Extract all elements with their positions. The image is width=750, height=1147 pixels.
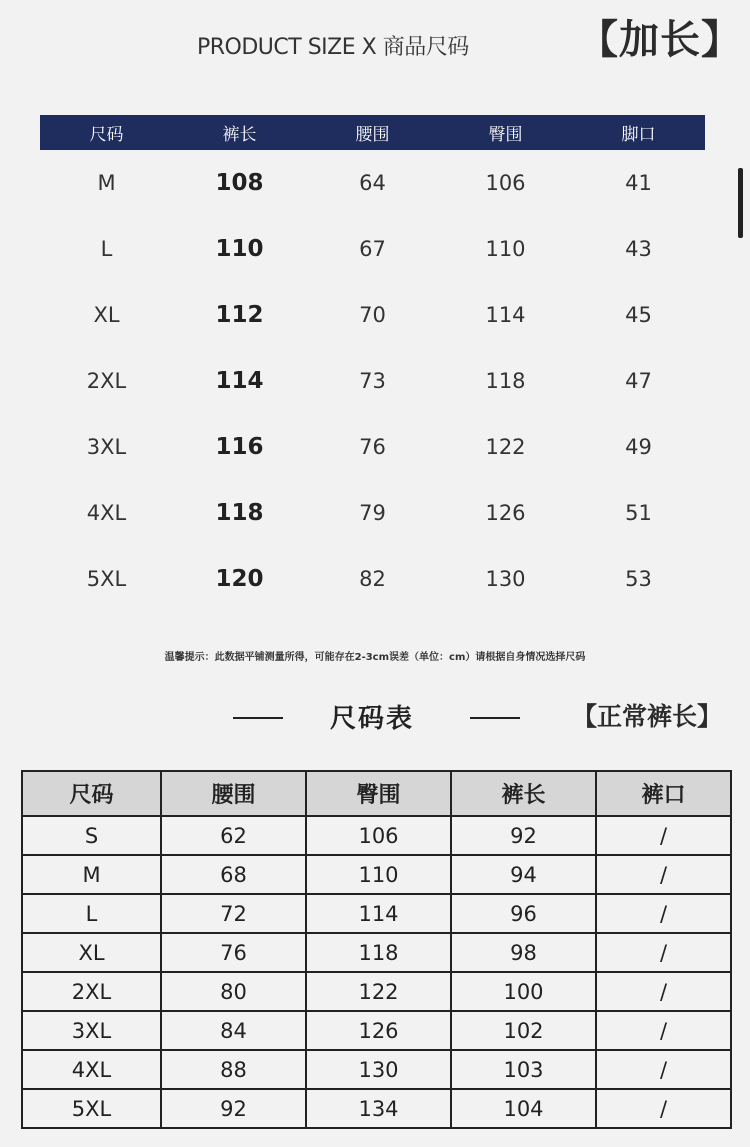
- cell-size: M: [22, 855, 161, 894]
- cell-pant-length: 120: [215, 566, 264, 592]
- cell-waist: 72: [161, 894, 306, 933]
- cell-size: XL: [22, 933, 161, 972]
- column-header-waist: 腰围: [355, 125, 390, 145]
- cell-waist: 76: [161, 933, 306, 972]
- product-size-title: PRODUCT SIZE X 商品尺码: [197, 35, 469, 60]
- cell-hem: /: [596, 972, 731, 1011]
- extended-length-tag: 【加长】: [578, 17, 742, 63]
- cell-hip: 130: [485, 567, 526, 591]
- cell-hip: 126: [306, 1011, 451, 1050]
- cell-pant-length: 118: [215, 500, 264, 526]
- cell-waist: 82: [359, 567, 386, 591]
- column-header-hem: 脚口: [621, 125, 656, 145]
- measurement-note: 温馨提示：此数据平铺测量所得，可能存在2-3cm误差（单位：cm）请根据自身情况选择尺码: [164, 652, 586, 663]
- cell-waist: 76: [359, 435, 386, 459]
- table-row: [40, 480, 705, 546]
- size-chart-title: 尺码表: [330, 704, 415, 734]
- cell-hem: 53: [625, 567, 652, 591]
- table-row: [40, 216, 705, 282]
- cell-size: 5XL: [86, 567, 127, 591]
- cell-hem: 51: [625, 501, 652, 525]
- cell-pant-length: 116: [215, 434, 264, 460]
- cell-hip: 130: [306, 1050, 451, 1089]
- column-header-waist: 腰围: [161, 771, 306, 816]
- cell-size: 4XL: [86, 501, 127, 525]
- product-size-header: [0, 0, 750, 90]
- cell-waist: 73: [359, 369, 386, 393]
- cell-size: XL: [93, 303, 120, 327]
- cell-hem: /: [596, 1050, 731, 1089]
- cell-hip: 122: [306, 972, 451, 1011]
- cell-hem: /: [596, 855, 731, 894]
- table-row: [22, 816, 731, 855]
- left-dash-divider: [233, 717, 283, 719]
- cell-size: 2XL: [22, 972, 161, 1011]
- table-row: [40, 414, 705, 480]
- cell-waist: 80: [161, 972, 306, 1011]
- right-dash-divider: [470, 717, 520, 719]
- size-chart-header: [0, 690, 750, 740]
- cell-size: 4XL: [22, 1050, 161, 1089]
- cell-waist: 68: [161, 855, 306, 894]
- cell-size: M: [97, 171, 116, 195]
- normal-length-tag: 【正常裤长】: [572, 702, 723, 731]
- cell-hip: 110: [306, 855, 451, 894]
- column-header-size: 尺码: [89, 125, 124, 145]
- cell-hem: /: [596, 894, 731, 933]
- cell-size: 3XL: [22, 1011, 161, 1050]
- cell-size: L: [100, 237, 113, 261]
- table-row: [22, 933, 731, 972]
- table-row: [22, 972, 731, 1011]
- cell-hip: 114: [485, 303, 526, 327]
- column-header-hem: 裤口: [596, 771, 731, 816]
- cell-pant-length: 104: [451, 1089, 596, 1128]
- cell-pant-length: 102: [451, 1011, 596, 1050]
- column-header-pant-length: 裤长: [222, 125, 257, 145]
- table-row: [22, 855, 731, 894]
- cell-pant-length: 98: [451, 933, 596, 972]
- cell-hip: 122: [485, 435, 526, 459]
- cell-hip: 118: [306, 933, 451, 972]
- size-table-1-header: [40, 115, 705, 150]
- cell-pant-length: 92: [451, 816, 596, 855]
- cell-pant-length: 110: [215, 236, 264, 262]
- table-row: [22, 1011, 731, 1050]
- cell-hip: 118: [485, 369, 526, 393]
- table-row: [22, 1089, 731, 1128]
- cell-hip: 134: [306, 1089, 451, 1128]
- cell-pant-length: 114: [215, 368, 264, 394]
- cell-hip: 106: [485, 171, 526, 195]
- table-row: [22, 894, 731, 933]
- cell-hip: 126: [485, 501, 526, 525]
- table-row: [40, 282, 705, 348]
- cell-size: 3XL: [86, 435, 127, 459]
- table-row: [22, 1050, 731, 1089]
- cell-size: S: [22, 816, 161, 855]
- cell-pant-length: 112: [215, 302, 264, 328]
- column-header-size: 尺码: [22, 771, 161, 816]
- cell-pant-length: 94: [451, 855, 596, 894]
- cell-waist: 79: [359, 501, 386, 525]
- cell-hem: 45: [625, 303, 652, 327]
- size-table-2: [21, 770, 732, 1129]
- cell-pant-length: 96: [451, 894, 596, 933]
- cell-hem: 43: [625, 237, 652, 261]
- cell-hip: 110: [485, 237, 526, 261]
- size-table-1-body: [40, 150, 705, 612]
- cell-pant-length: 100: [451, 972, 596, 1011]
- cell-size: 2XL: [86, 369, 127, 393]
- cell-pant-length: 103: [451, 1050, 596, 1089]
- cell-hem: /: [596, 933, 731, 972]
- table-row: [40, 546, 705, 612]
- cell-size: 5XL: [22, 1089, 161, 1128]
- cell-waist: 67: [359, 237, 386, 261]
- cell-waist: 92: [161, 1089, 306, 1128]
- table-header-row: [22, 771, 731, 816]
- column-header-pant-length: 裤长: [451, 771, 596, 816]
- cell-hem: 47: [625, 369, 652, 393]
- cell-pant-length: 108: [215, 170, 264, 196]
- cell-waist: 70: [359, 303, 386, 327]
- scroll-indicator: [738, 168, 743, 238]
- cell-hem: 41: [625, 171, 652, 195]
- cell-size: L: [22, 894, 161, 933]
- table-row: [40, 348, 705, 414]
- cell-hip: 106: [306, 816, 451, 855]
- table-row: [40, 150, 705, 216]
- cell-waist: 64: [359, 171, 386, 195]
- column-header-hip: 臀围: [306, 771, 451, 816]
- cell-hem: /: [596, 1089, 731, 1128]
- column-header-hip: 臀围: [488, 125, 523, 145]
- cell-hem: 49: [625, 435, 652, 459]
- cell-hip: 114: [306, 894, 451, 933]
- cell-hem: /: [596, 1011, 731, 1050]
- cell-waist: 84: [161, 1011, 306, 1050]
- cell-waist: 88: [161, 1050, 306, 1089]
- cell-waist: 62: [161, 816, 306, 855]
- cell-hem: /: [596, 816, 731, 855]
